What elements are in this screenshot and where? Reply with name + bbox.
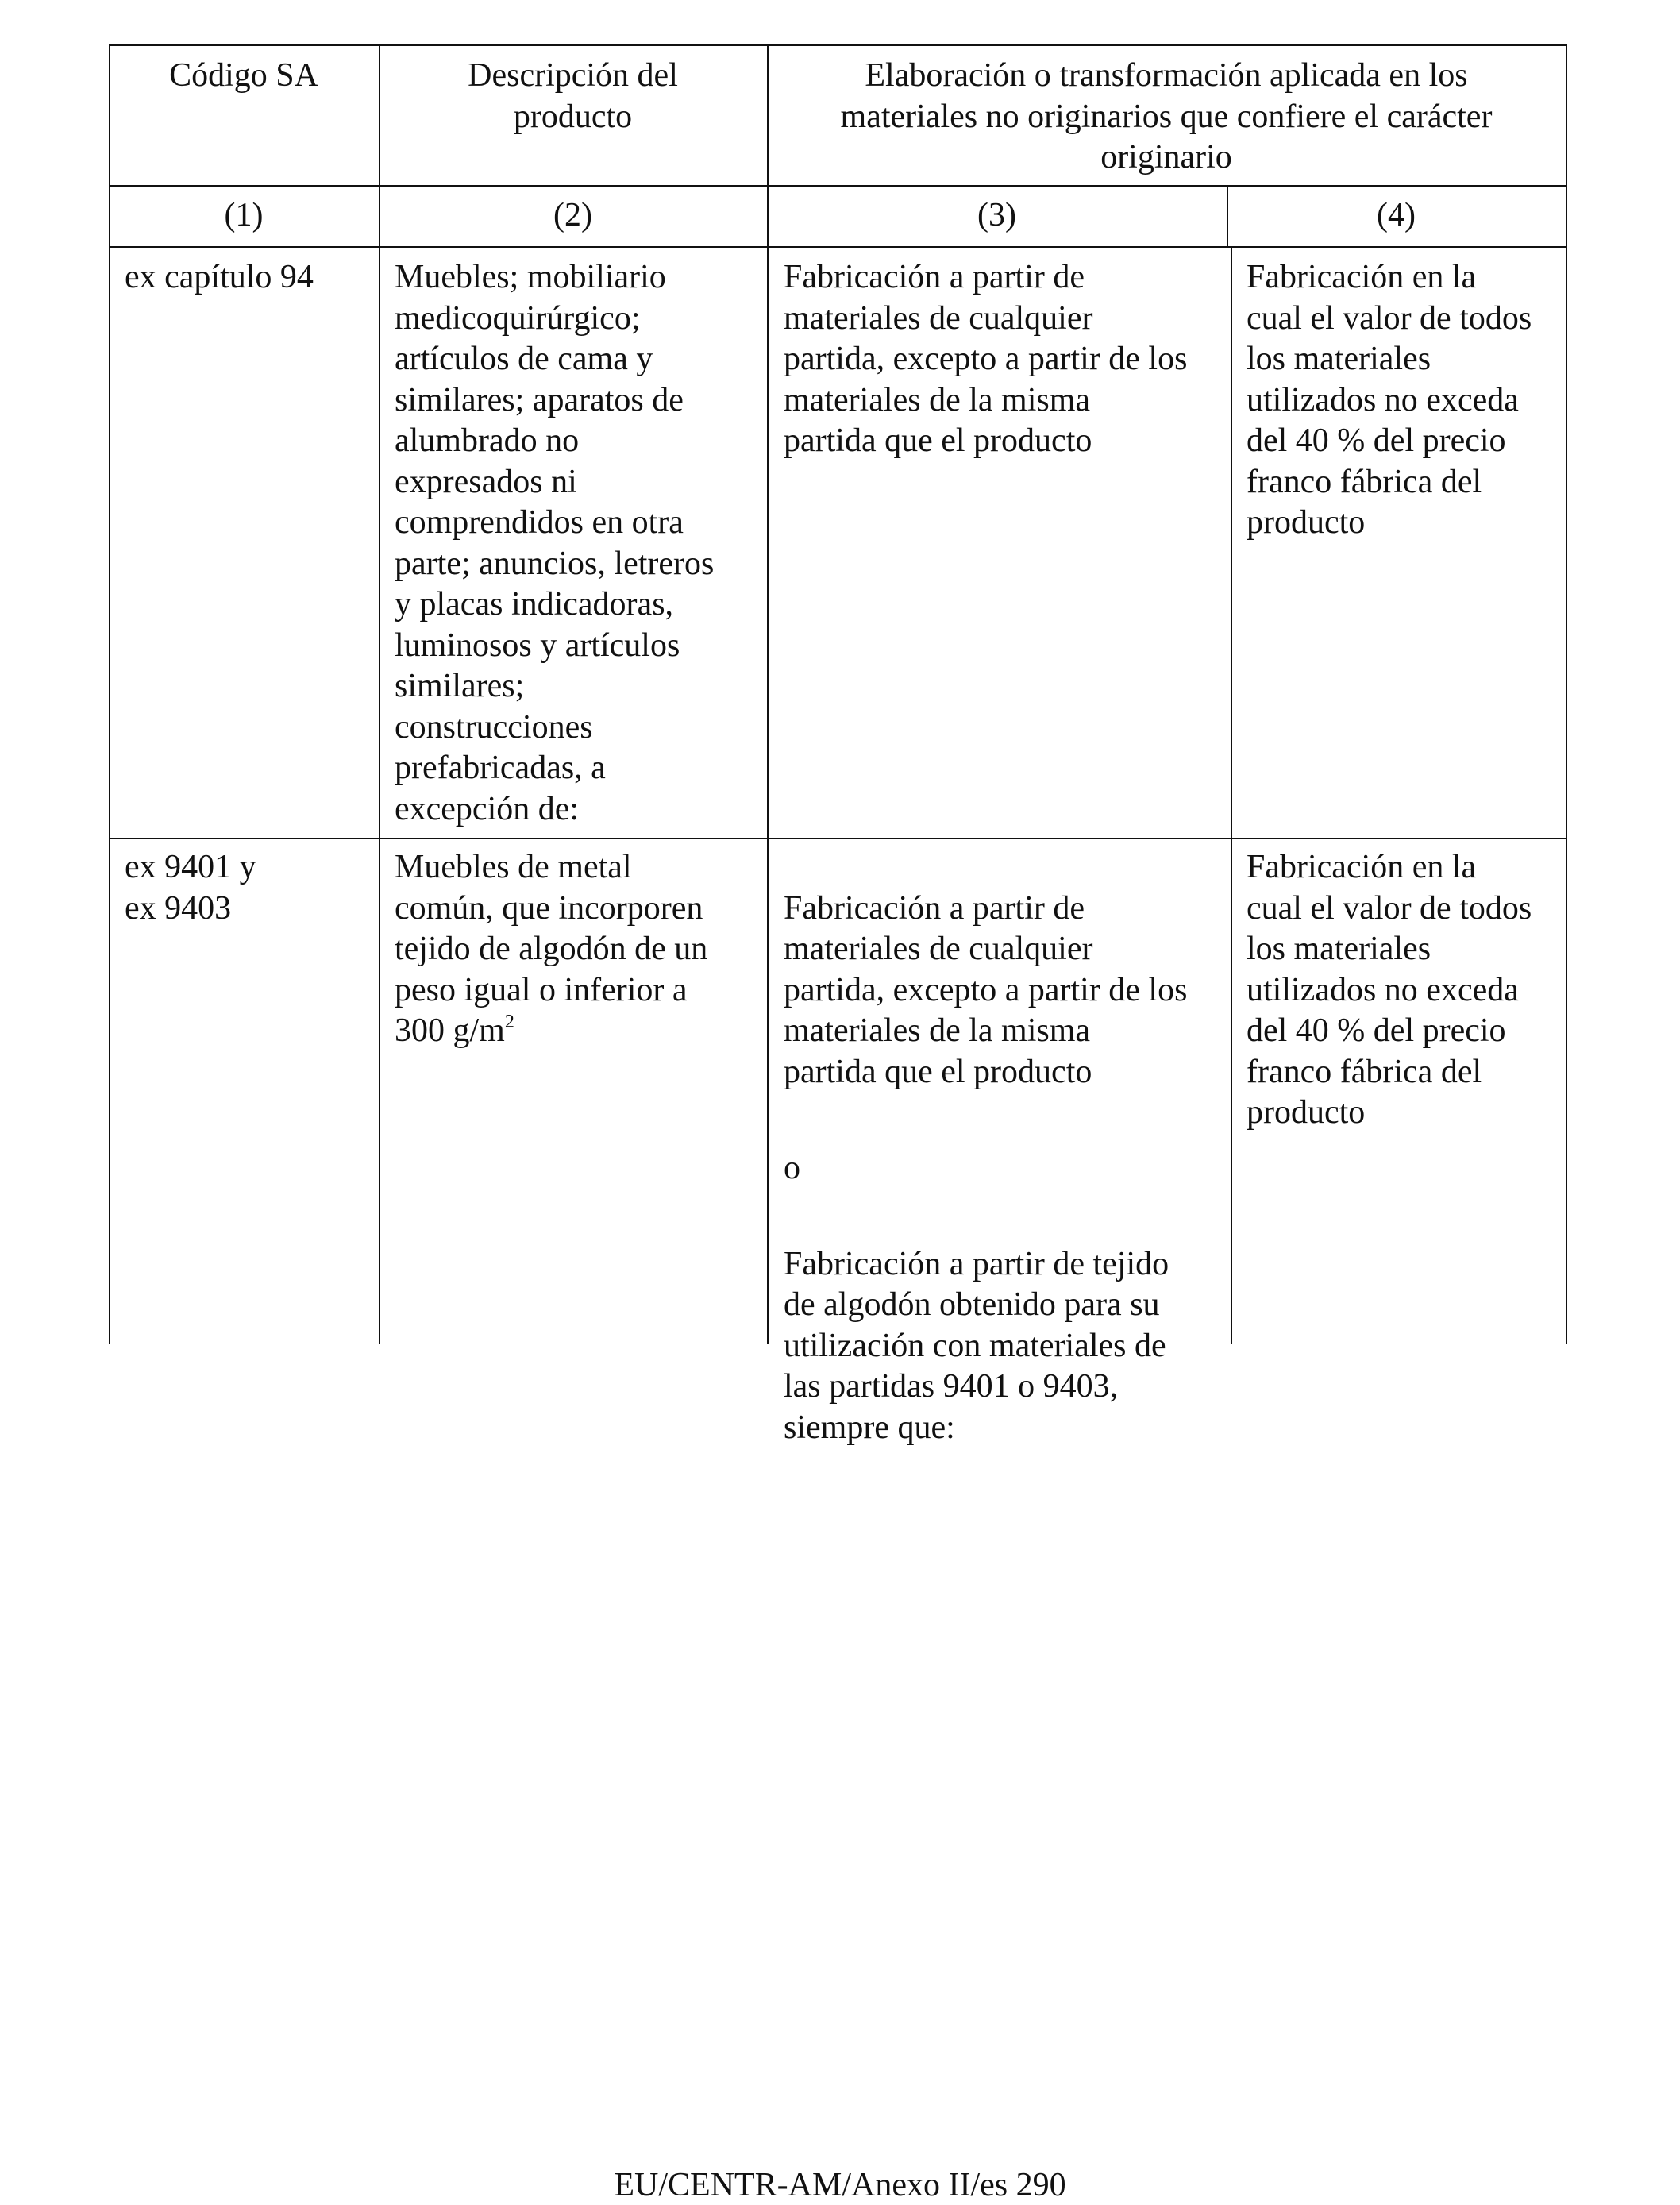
row1-processing-col4: Fabricación en la cual el valor de todos los materiales utilizados no exceda del 40 % del precio franco fábrica del producto — [1247, 259, 1532, 541]
row1-description: Muebles; mobiliario medicoquirúrgico; artículos de cama y similares; aparatos de alumbrado no expresados ni comprendidos en otra parte; anuncios, letreros y placas indicadoras, luminosos y artículos similares; construcciones prefabricadas, a excepción de: — [395, 259, 715, 827]
row1-code: ex capítulo 94 — [125, 259, 314, 295]
number-row-divider — [109, 246, 1567, 248]
col-number-4: (4) — [1377, 197, 1416, 233]
row2-processing-col4: Fabricación en la cual el valor de todos los materiales utilizados no exceda del 40 % del precio franco fábrica del producto — [1247, 849, 1532, 1131]
col-divider-2 — [767, 44, 769, 1344]
row2-col3-or: o — [784, 1149, 800, 1186]
header-elaboracion: Elaboración o transformación aplicada en los materiales no originarios que confiere el carácter originario — [840, 57, 1493, 175]
col-divider-1 — [379, 44, 380, 1344]
table-left-border — [109, 44, 110, 1344]
col-number-1: (1) — [224, 197, 264, 233]
row2-col3-option-a: Fabricación a partir de materiales de cualquier partida, excepto a partir de los materiales de la misma partida que el producto — [784, 889, 1188, 1090]
row2-description — [395, 847, 764, 1052]
row2-processing-col3 — [784, 847, 1228, 1490]
page-footer: EU/CENTR-AM/Anexo II/es 290 — [614, 2167, 1066, 2203]
row2-code: ex 9401 y ex 9403 — [125, 849, 256, 927]
row2-col3-option-b: Fabricación a partir de tejido de algodón obtenido para su utilización con materiales de las partidas 9401 o 9403, siempre que: — [784, 1245, 1169, 1446]
col-number-3: (3) — [977, 197, 1016, 233]
rules-of-origin-table — [109, 44, 1567, 1446]
row2-description-text: Muebles de metal común, que incorporen tejido de algodón de un peso igual o inferior a 300 g/m — [395, 849, 708, 1049]
row1-processing-col3: Fabricación a partir de materiales de cualquier partida, excepto a partir de los materiales de la misma partida que el producto — [784, 259, 1188, 459]
row-divider — [109, 838, 1567, 839]
row2-description-superscript: 2 — [504, 1012, 514, 1032]
table-top-border — [109, 44, 1567, 46]
table-right-border — [1566, 44, 1567, 1344]
header-codigo-sa: Código SA — [169, 57, 318, 94]
header-descripcion: Descripción del producto — [468, 57, 678, 135]
header-divider — [109, 185, 1567, 187]
col-divider-3 — [1231, 246, 1232, 1344]
col-number-2: (2) — [553, 197, 592, 233]
